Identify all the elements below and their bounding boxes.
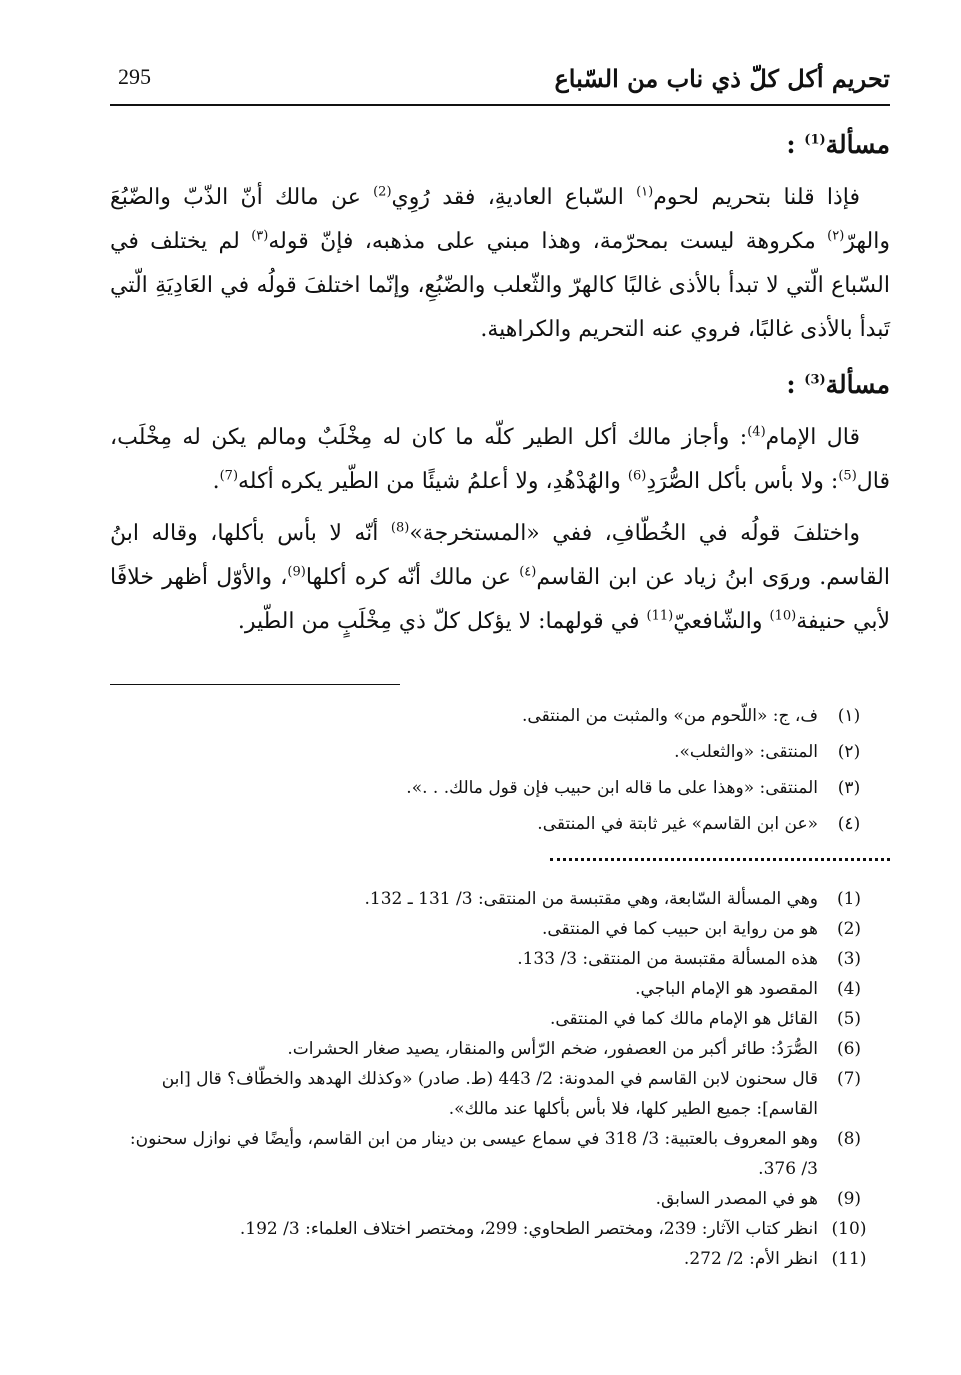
footnote-separator — [110, 684, 400, 685]
footnote-marker: (7) — [219, 468, 239, 484]
footnote-marker: (4) — [747, 424, 766, 440]
dotted-separator — [550, 858, 890, 861]
footnote-item: (4) المقصود هو الإمام الباجي. — [635, 979, 862, 999]
footnote-item: (5) القائل هو الإمام مالك كما في المنتقى. — [549, 1009, 862, 1029]
footnote-item: (1) وهي المسألة السّابعة، وهي مقتبسة من المنتقى: 3/ 131 ـ 132. — [364, 889, 862, 909]
footnote-item: (٣) المنتقى: «وهذا على ما قاله ابن حبيب فإن قول مالك. . .». — [406, 778, 861, 798]
footnote-marker: (11) — [646, 608, 674, 624]
footnote-marker: (١) — [636, 184, 654, 200]
footnote-marker: (1) — [804, 132, 826, 148]
paragraph-3: واختلفَ قولُه في الخُطّافِ، ففي «المستخرجة»$^{(8)}$ أنّه لا بأس بأكلها، وقاله ابنُ القاسم. وروَى ابنُ زياد عن ابن القاسم$^{(٤)}$ عن مالك أنّه كره أكلها$^{(9)}$، والأوّل أظهر خلافًا لأبي حنيفة$^{(10)}$ والشّافعيّ$^{(11)}$ في قولهما: لا يؤكل كلّ ذي مِخْلَبٍ من الطّير. — [110, 520, 891, 634]
manuscript-footnotes — [110, 698, 890, 842]
editor-footnotes — [110, 884, 890, 1274]
footnote-marker: (٢) — [827, 228, 845, 244]
paragraph-2: قال الإمام$^{(4)}$: وأجاز مالك أكل الطير كلّه ما كان له مِخْلَبٌ ومالم يكن له مِخْلَب، قال$^{(5)}$: ولا بأس بأكل الصُّرَدِ$^{(6)}$ والهُدْهُدِ، ولا أعلمُ شيئًا من الطّير يكره أكله$^{(7)}$. — [110, 424, 890, 494]
footnote-item: (8) وهو المعروف بالعتبية: 3/ 318 في سماع عيسى بن دينار من ابن القاسم، وأيضًا في نوازل سحنون: 3/ 376. — [129, 1129, 862, 1179]
main-text — [110, 120, 890, 652]
header-rule — [110, 104, 890, 106]
section-heading-1: مسألة$^{(1)}$ : — [786, 130, 890, 159]
footnote-marker: (٤) — [519, 564, 537, 580]
footnote-item: (10) انظر كتاب الآثار: 239، ومختصر الطحاوي: 299، ومختصر اختلاف العلماء: 3/ 192. — [239, 1219, 867, 1239]
footnote-item: (9) هو في المصدر السابق. — [655, 1189, 862, 1209]
footnote-marker: (9) — [287, 564, 306, 580]
page-number: 295 — [118, 64, 151, 89]
book-page — [110, 58, 890, 1318]
footnote-item: (7) قال سحنون لابن القاسم في المدونة: 2/ 443 (ط. صادر) «وكذلك الهدهد والخطّاف؟ قال [ابن القاسم]: جميع الطير كلها، فلا بأس بأكلها عند مالك». — [161, 1069, 862, 1119]
footnote-marker: (8) — [390, 520, 410, 536]
footnote-marker: (2) — [373, 184, 392, 200]
page-header — [110, 58, 890, 98]
footnote-marker: (3) — [804, 372, 826, 388]
running-title: تحريم أكل كلّ ذي ناب من السّباع — [554, 64, 890, 93]
footnote-marker: (5) — [838, 468, 857, 484]
paragraph-1: فإذا قلنا بتحريم لحوم$^{(١)}$ السّباع العاديةِ، فقد رُوِي$^{(2)}$ عن مالك أنّ الذّبّ والضّبُعَ والهرّ$^{(٢)}$ مكروهة ليست بمحرّمة، وهذا مبني على مذهبه، فإنّ قوله$^{(٣)}$ لم يختلف في السّباع الّتي لا تبدأ بالأذى غالبًا كالهرّ والثّعلب والضّبُعِ، وإنّما اختلفَ قولُه في العَادِيَةِ الّتي تَبدأ بالأذى غالبًا، فروي عنه التحريم والكراهية. — [110, 184, 890, 342]
footnote-item: (2) هو من رواية ابن حبيب كما في المنتقى. — [541, 919, 862, 939]
footnote-item: (٤) «عن ابن القاسم» غير ثابتة في المنتقى. — [537, 814, 861, 834]
footnote-marker: (٣) — [251, 228, 269, 244]
footnote-item: (6) الصُّرَدُ: طائر أكبر من العصفور، ضخم الرّأس والمنقار، يصيد صغار الحشرات. — [287, 1039, 862, 1059]
footnote-item: (١) ف، ج: «اللّحوم من» والمثبت من المنتقى. — [522, 706, 861, 726]
footnote-marker: (10) — [769, 608, 797, 624]
section-heading-2: مسألة$^{(3)}$ : — [786, 370, 890, 399]
footnote-item: (3) هذه المسألة مقتبسة من المنتقى: 3/ 133. — [517, 949, 862, 969]
footnote-marker: (6) — [627, 468, 647, 484]
footnote-item: (11) انظر الأم: 2/ 272. — [683, 1249, 867, 1269]
footnote-item: (٢) المنتقى: «والثعلب». — [674, 742, 861, 762]
